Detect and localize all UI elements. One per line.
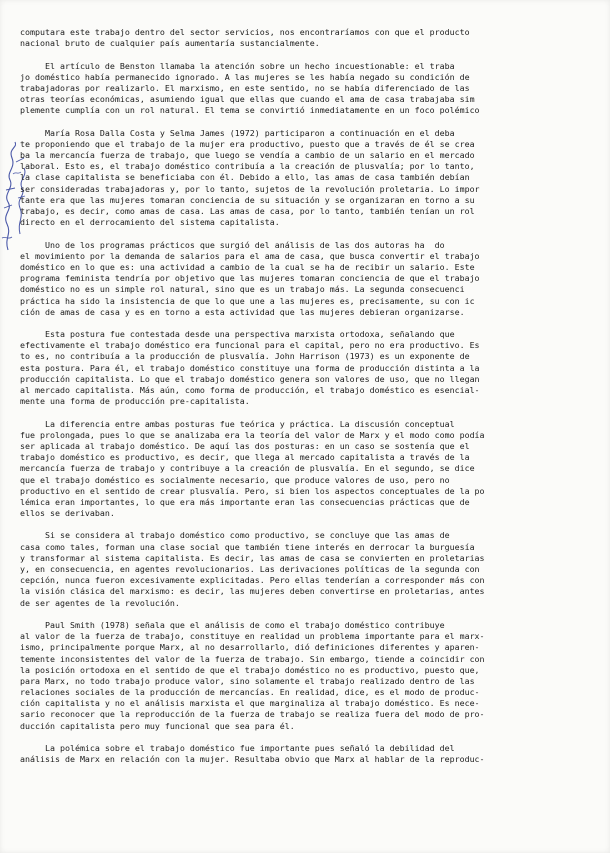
text-line: el movimiento por la demanda de salarios para el ama de casa, que busca convertir el trabajo bbox=[20, 250, 480, 261]
paragraph bbox=[20, 27, 592, 49]
text-line: y, en consecuencia, en agentes revolucionarios. Las derivaciones políticas de la segunda con bbox=[20, 564, 480, 574]
text-line: ser aplicada al trabajo doméstico. De aquí las dos posturas: en un caso se sostenía que el bbox=[20, 440, 470, 451]
text-line: ba la mercancía fuerza de trabajo, que luego se vendía a cambio de un salario en el mercado bbox=[20, 150, 475, 161]
paragraph-gap bbox=[20, 117, 592, 128]
paragraph bbox=[20, 743, 592, 765]
paragraph bbox=[20, 620, 592, 732]
paragraph-gap bbox=[20, 228, 592, 239]
text-line: trabajo doméstico es productivo, es decir, que llega al mercado capitalista a través de la bbox=[20, 452, 470, 463]
paragraph-gap bbox=[20, 49, 592, 60]
text-line: ellos se derivaban. bbox=[20, 508, 115, 519]
text-line: El artículo de Benston llamaba la atención sobre un hecho incuestionable: el traba bbox=[20, 60, 455, 71]
text-line: ismo, principalmente porque Marx, al no desarrollarlo, dió definiciones diferentes y aparen- bbox=[20, 642, 480, 653]
paragraph bbox=[20, 530, 592, 608]
text-line: Uno de los programas prácticos que surgió del análisis de las dos autoras ha do bbox=[20, 239, 445, 250]
paragraph bbox=[20, 128, 592, 229]
text-line: análisis de Marx en relación con la mujer. Resultaba obvio que Marx al hablar de la reproduc- bbox=[20, 754, 485, 765]
text-line: Si se considera al trabajo doméstico como productivo, se concluye que las amas de bbox=[20, 530, 450, 541]
text-line: al valor de la fuerza de trabajo, constituye en realidad un problema importante para el marx- bbox=[20, 631, 485, 642]
text-line: productivo en el sentido de crear plusvalía. Pero, si bien los aspectos conceptuales de la po bbox=[20, 485, 485, 496]
text-line: plemente cumplía con un rol natural. El tema se convirtió inmediatamente en un foco polémico bbox=[20, 105, 480, 116]
text-line: María Rosa Dalla Costa y Selma James (1972) participaron a continuación en el deba bbox=[20, 127, 455, 138]
text-line: producción capitalista. Lo que el trabajo doméstico genera son valores de uso, que no llegan bbox=[20, 373, 480, 384]
text-line: Paul Smith (1978) señala que el análisis de como el trabajo doméstico contribuye bbox=[20, 619, 445, 630]
paragraph bbox=[20, 329, 592, 407]
text-line: tante era que las mujeres tomaran conciencia de su situación y se organizaran en torno a su bbox=[20, 194, 475, 205]
text-line: la visión clásica del marxismo: es decir, las mujeres deben convertirse en proletarias, antes bbox=[20, 586, 485, 597]
text-line: ser consideradas trabajadoras y, por lo tanto, sujetos de la revolución proletaria. Lo impor bbox=[20, 183, 480, 194]
paragraph bbox=[20, 240, 592, 318]
text-line: programa feminista tendría por objetivo que las mujeres tomaran conciencia de que el trabajo bbox=[20, 273, 480, 284]
text-line: trabajo, es decir, como amas de casa. Las amas de casa, por lo tanto, también tenían un rol bbox=[20, 206, 475, 216]
text-line: sario reconocer que la reproducción de la fuerza de trabajo se realiza fuera del modo de pro- bbox=[20, 709, 485, 720]
text-line: temente inconsistentes del valor de la fuerza de trabajo. Sin embargo, tiende a coincidir con bbox=[20, 653, 485, 664]
text-line: otras teorías económicas, asumiendo igual que ellas que cuando el ama de casa trabajaba sim bbox=[20, 94, 475, 105]
text-line: cepción, nunca fueron excesivamente explicitadas. Pero ellas tenderían a corresponder más con bbox=[20, 575, 485, 586]
text-line: la clase capitalista se beneficiaba con él. Debido a ello, las amas de casa también debían bbox=[20, 172, 470, 183]
text-line: y transformar al sistema capitalista. Es decir, las amas de casa se convierten en proletarias bbox=[20, 552, 485, 563]
text-line: ducción capitalista pero muy funcional que sea para él. bbox=[20, 720, 295, 731]
text-line: ción capitalista y no el análisis marxista el que marginaliza al trabajo doméstico. Es nece- bbox=[20, 698, 480, 709]
paragraph-gap bbox=[20, 407, 592, 418]
text-line: ción de amas de casa y es en torno a esta actividad que las mujeres debieran organizarse. bbox=[20, 306, 465, 317]
paragraph-gap bbox=[20, 732, 592, 743]
paragraph bbox=[20, 61, 592, 117]
text-line: que el trabajo doméstico es socialmente necesario, que produce valores de uso, pero no bbox=[20, 474, 450, 485]
paragraph-gap bbox=[20, 318, 592, 329]
text-line: relaciones sociales de la producción de mercancías. En realidad, dice, es el modo de produc- bbox=[20, 687, 480, 698]
text-line: efectivamente el trabajo doméstico era funcional para el capital, pero no era productivo. Es bbox=[20, 340, 480, 351]
text-line: lémica eran importantes, lo que era más importante eran las consecuencias prácticas que de bbox=[20, 496, 470, 507]
text-line: La polémica sobre el trabajo doméstico fue importante pues señaló la debilidad del bbox=[20, 743, 455, 753]
paragraph-gap bbox=[20, 609, 592, 620]
text-line: doméstico en lo que es: una actividad a cambio de la cual se ha de recibir un salario. Este bbox=[20, 261, 475, 272]
text-line: práctica ha sido la insistencia de que lo que une a las mujeres es, precisamente, su con ic bbox=[20, 295, 475, 306]
text-line: mercancía fuerza de trabajo y contribuye a la creación de plusvalía. En el segundo, se dice bbox=[20, 463, 475, 474]
text-line: la posición ortodoxa en el sentido de que el trabajo doméstico no es productivo, puesto que, bbox=[20, 664, 480, 675]
text-line: casa como tales, forman una clase social que también tiene interés en derrocar la burguesía bbox=[20, 541, 475, 552]
text-line: para Marx, no todo trabajo produce valor, sino solamente el trabajo realizado dentro de las bbox=[20, 675, 475, 686]
text-line: mente una forma de producción pre-capitalista. bbox=[20, 396, 250, 407]
text-line: trabajadoras por realizarlo. El marxismo, en este sentido, no se había diferenciado de las bbox=[20, 82, 470, 93]
document-body bbox=[20, 27, 592, 765]
text-line: Esta postura fue contestada desde una perspectiva marxista ortodoxa, señalando que bbox=[20, 329, 455, 340]
text-line: de ser agentes de la revolución. bbox=[20, 597, 180, 608]
text-line: to es, no contribuía a la producción de plusvalía. John Harrison (1973) es un exponente de bbox=[20, 351, 470, 362]
text-line: laboral. Esto es, el trabajo doméstico contribuía a la creación de plusvalía; por lo tanto, bbox=[20, 161, 475, 172]
paragraph-gap bbox=[20, 519, 592, 530]
text-line: directo en el derrocamiento del sistema capitalista. bbox=[20, 217, 280, 228]
text-line: doméstico no es un simple rol natural, sino que es un trabajo más. La segunda consecuenci bbox=[20, 284, 465, 295]
paragraph bbox=[20, 419, 592, 520]
text-line: jo doméstico había permanecido ignorado. A las mujeres se les había negado su condición de bbox=[20, 71, 470, 82]
text-line: fue prolongada, pues lo que se analizaba era la teoría del valor de Marx y el modo como podía bbox=[20, 429, 485, 440]
text-line: La diferencia entre ambas posturas fue teórica y práctica. La discusión conceptual bbox=[20, 418, 455, 429]
text-line: computara este trabajo dentro del sector servicios, nos encontraríamos con que el producto bbox=[20, 27, 470, 37]
text-line: esta postura. Para él, el trabajo doméstico constituye una forma de producción distinta a la bbox=[20, 362, 480, 373]
text-line: te proponiendo que el trabajo de la mujer era productivo, puesto que a través de él se crea bbox=[20, 138, 475, 149]
text-line: al mercado capitalista. Más aún, como forma de producción, el trabajo doméstico es esencial- bbox=[20, 385, 480, 395]
text-line: nacional bruto de cualquier país aumentaría sustancialmente. bbox=[20, 38, 320, 49]
